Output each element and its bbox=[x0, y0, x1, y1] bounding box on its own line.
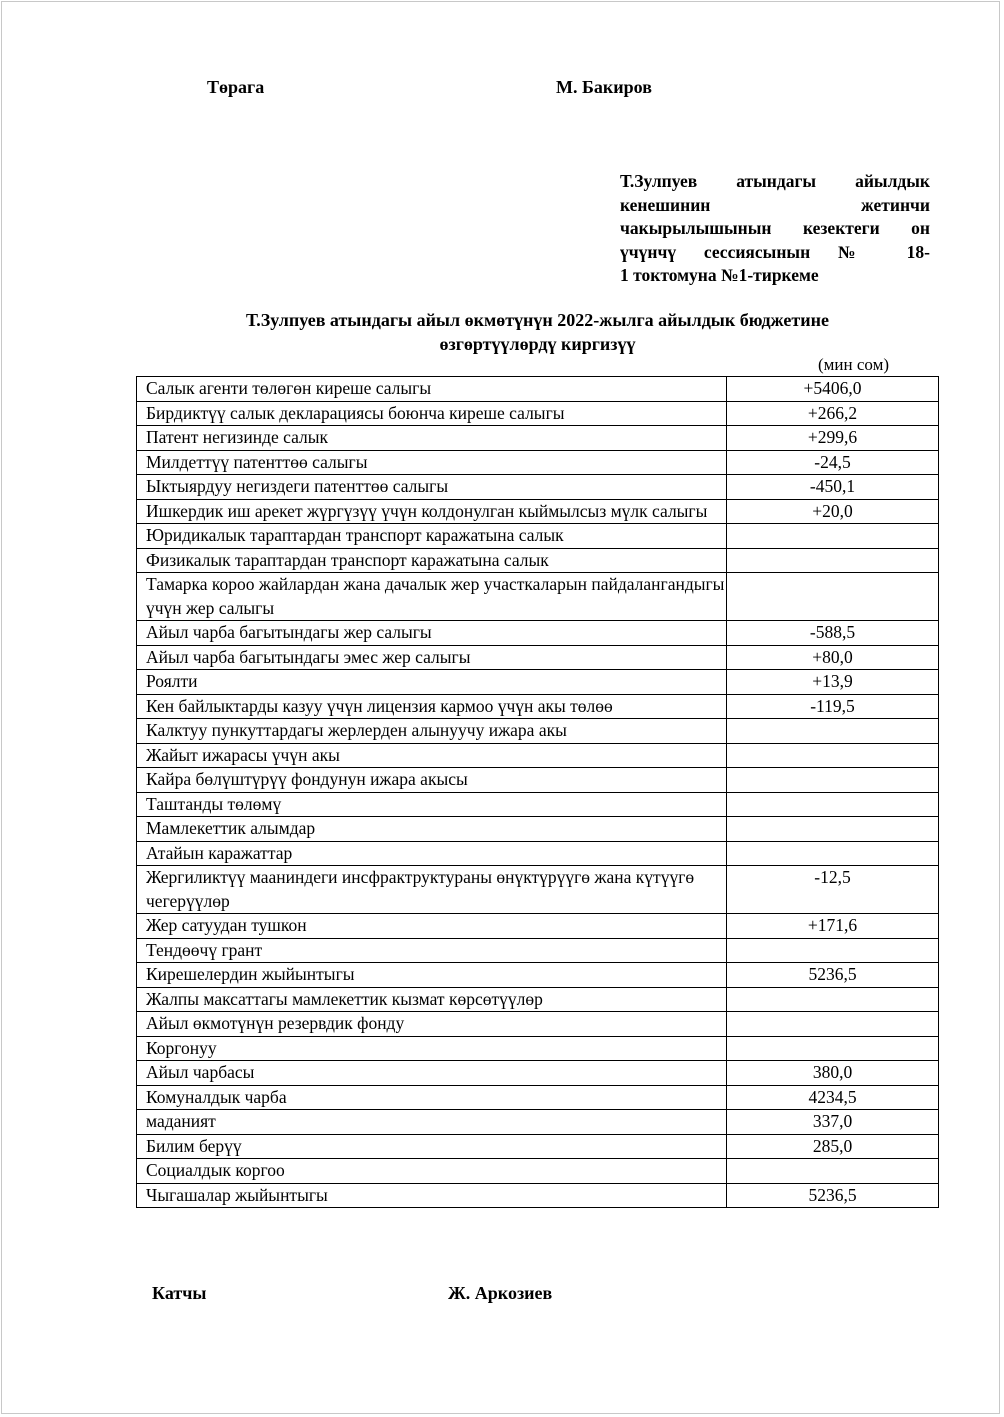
table-row bbox=[137, 621, 939, 646]
row-value: +171,6 bbox=[727, 914, 939, 939]
budget-table bbox=[136, 376, 939, 1208]
row-value bbox=[727, 1036, 939, 1061]
row-value bbox=[727, 841, 939, 866]
table-row bbox=[137, 548, 939, 573]
table-row bbox=[137, 963, 939, 988]
row-label: Чыгашалар жыйынтыгы bbox=[137, 1183, 727, 1208]
row-value: +299,6 bbox=[727, 426, 939, 451]
table-row bbox=[137, 573, 939, 621]
row-label: Мамлекеттик алымдар bbox=[137, 817, 727, 842]
row-label: Социалдык коргоо bbox=[137, 1159, 727, 1184]
table-row bbox=[137, 914, 939, 939]
row-value bbox=[727, 817, 939, 842]
row-label: Кирешелердин жыйынтыгы bbox=[137, 963, 727, 988]
row-value: -24,5 bbox=[727, 450, 939, 475]
table-row bbox=[137, 426, 939, 451]
row-value: 4234,5 bbox=[727, 1085, 939, 1110]
row-value bbox=[727, 524, 939, 549]
document-title-line1: Т.Зулпуев атындагы айыл өкмөтүнүн 2022-жылга айылдык бюджетине bbox=[246, 310, 829, 330]
row-label: Жер сатуудан тушкон bbox=[137, 914, 727, 939]
row-value: -450,1 bbox=[727, 475, 939, 500]
table-row bbox=[137, 1110, 939, 1135]
chairman-title: Төрага bbox=[207, 77, 265, 97]
row-label: Жергиликтүү мааниндеги инсфрактруктураны өнүктүрүүгө жана күтүүгө чегерүүлөр bbox=[137, 866, 727, 914]
table-row bbox=[137, 524, 939, 549]
row-label: Ишкердик иш арекет жүргүзүү үчүн колдонулган кыймылсыз мүлк салыгы bbox=[137, 499, 727, 524]
row-value: -588,5 bbox=[727, 621, 939, 646]
table-row bbox=[137, 768, 939, 793]
row-value: +5406,0 bbox=[727, 377, 939, 402]
table-row bbox=[137, 450, 939, 475]
table-row bbox=[137, 1134, 939, 1159]
table-row bbox=[137, 743, 939, 768]
row-value bbox=[727, 768, 939, 793]
row-value bbox=[727, 1012, 939, 1037]
row-label: Салык агенти төлөгөн киреше салыгы bbox=[137, 377, 727, 402]
table-row bbox=[137, 866, 939, 914]
row-label: Калктуу пункуттардагы жерлерден алынуучу ижара акы bbox=[137, 719, 727, 744]
annex-reference bbox=[620, 170, 930, 288]
row-value: +80,0 bbox=[727, 645, 939, 670]
row-label: Физикалык тараптардан транспорт каражатына салык bbox=[137, 548, 727, 573]
row-value: 380,0 bbox=[727, 1061, 939, 1086]
row-value: +266,2 bbox=[727, 401, 939, 426]
row-label: Атайын каражаттар bbox=[137, 841, 727, 866]
document-title bbox=[136, 308, 939, 356]
table-row bbox=[137, 1036, 939, 1061]
row-value bbox=[727, 548, 939, 573]
row-value bbox=[727, 792, 939, 817]
row-label: Айыл өкмотүнүн резервдик фонду bbox=[137, 1012, 727, 1037]
table-row bbox=[137, 499, 939, 524]
table-row bbox=[137, 1012, 939, 1037]
row-label: Тендөөчү грант bbox=[137, 938, 727, 963]
row-label: Таштанды төлөмү bbox=[137, 792, 727, 817]
table-row bbox=[137, 1159, 939, 1184]
row-label: Тамарка короо жайлардан жана дачалык жер участкаларын пайдалангандыгы үчүн жер салыгы bbox=[137, 573, 727, 621]
table-row bbox=[137, 938, 939, 963]
row-value: -12,5 bbox=[727, 866, 939, 914]
row-value bbox=[727, 1159, 939, 1184]
row-label: Коргонуу bbox=[137, 1036, 727, 1061]
row-label: Жайыт ижарасы үчүн акы bbox=[137, 743, 727, 768]
row-label: Юридикалык тараптардан транспорт каражатына салык bbox=[137, 524, 727, 549]
secretary-title: Катчы bbox=[152, 1283, 207, 1303]
table-row bbox=[137, 401, 939, 426]
table-row bbox=[137, 1183, 939, 1208]
row-label: маданият bbox=[137, 1110, 727, 1135]
annex-line: Т.Зулпуев атындагы айылдык bbox=[620, 171, 930, 191]
table-row bbox=[137, 475, 939, 500]
annex-line: үчүнчү сессиясынын № 18- bbox=[620, 241, 930, 262]
row-value: 5236,5 bbox=[727, 1183, 939, 1208]
row-label: Айыл чарба багытындагы жер салыгы bbox=[137, 621, 727, 646]
annex-line: чакырылышынын кезектеги он bbox=[620, 218, 930, 238]
row-label: Патент негизинде салык bbox=[137, 426, 727, 451]
row-value: 5236,5 bbox=[727, 963, 939, 988]
table-row bbox=[137, 377, 939, 402]
row-label: Билим берүү bbox=[137, 1134, 727, 1159]
table-row bbox=[137, 1085, 939, 1110]
row-label: Милдеттүү патенттөө салыгы bbox=[137, 450, 727, 475]
table-row bbox=[137, 1061, 939, 1086]
row-label: Жалпы максаттагы мамлекеттик кызмат көрсөтүүлөр bbox=[137, 987, 727, 1012]
row-value: +20,0 bbox=[727, 499, 939, 524]
row-label: Ыктыярдуу негиздеги патенттөө салыгы bbox=[137, 475, 727, 500]
row-value: 337,0 bbox=[727, 1110, 939, 1135]
document-title-line2: өзгөртүүлөрдү киргизүү bbox=[439, 334, 636, 354]
row-value bbox=[727, 938, 939, 963]
row-label: Кайра бөлүштүрүү фондунун ижара акысы bbox=[137, 768, 727, 793]
table-row bbox=[137, 719, 939, 744]
row-label: Айыл чарба багытындагы эмес жер салыгы bbox=[137, 645, 727, 670]
row-label: Айыл чарбасы bbox=[137, 1061, 727, 1086]
annex-line: 1 токтомуна №1-тиркеме bbox=[620, 265, 819, 285]
table-row bbox=[137, 645, 939, 670]
row-value: 285,0 bbox=[727, 1134, 939, 1159]
unit-label: (мин сом) bbox=[818, 355, 890, 374]
table-row bbox=[137, 987, 939, 1012]
table-row bbox=[137, 792, 939, 817]
row-label: Кен байлыктарды казуу үчүн лицензия кармоо үчүн акы төлөө bbox=[137, 694, 727, 719]
chairman-name: М. Бакиров bbox=[556, 77, 652, 97]
table-row bbox=[137, 841, 939, 866]
row-label: Бирдиктүү салык декларациясы боюнча киреше салыгы bbox=[137, 401, 727, 426]
table-row bbox=[137, 670, 939, 695]
row-value bbox=[727, 987, 939, 1012]
row-value: -119,5 bbox=[727, 694, 939, 719]
secretary-name: Ж. Аркозиев bbox=[448, 1283, 553, 1303]
table-row bbox=[137, 694, 939, 719]
row-label: Комуналдык чарба bbox=[137, 1085, 727, 1110]
row-value bbox=[727, 743, 939, 768]
annex-line: кенешинин жетинчи bbox=[620, 194, 930, 215]
row-value: +13,9 bbox=[727, 670, 939, 695]
row-value bbox=[727, 573, 939, 621]
row-value bbox=[727, 719, 939, 744]
row-label: Роялти bbox=[137, 670, 727, 695]
table-row bbox=[137, 817, 939, 842]
